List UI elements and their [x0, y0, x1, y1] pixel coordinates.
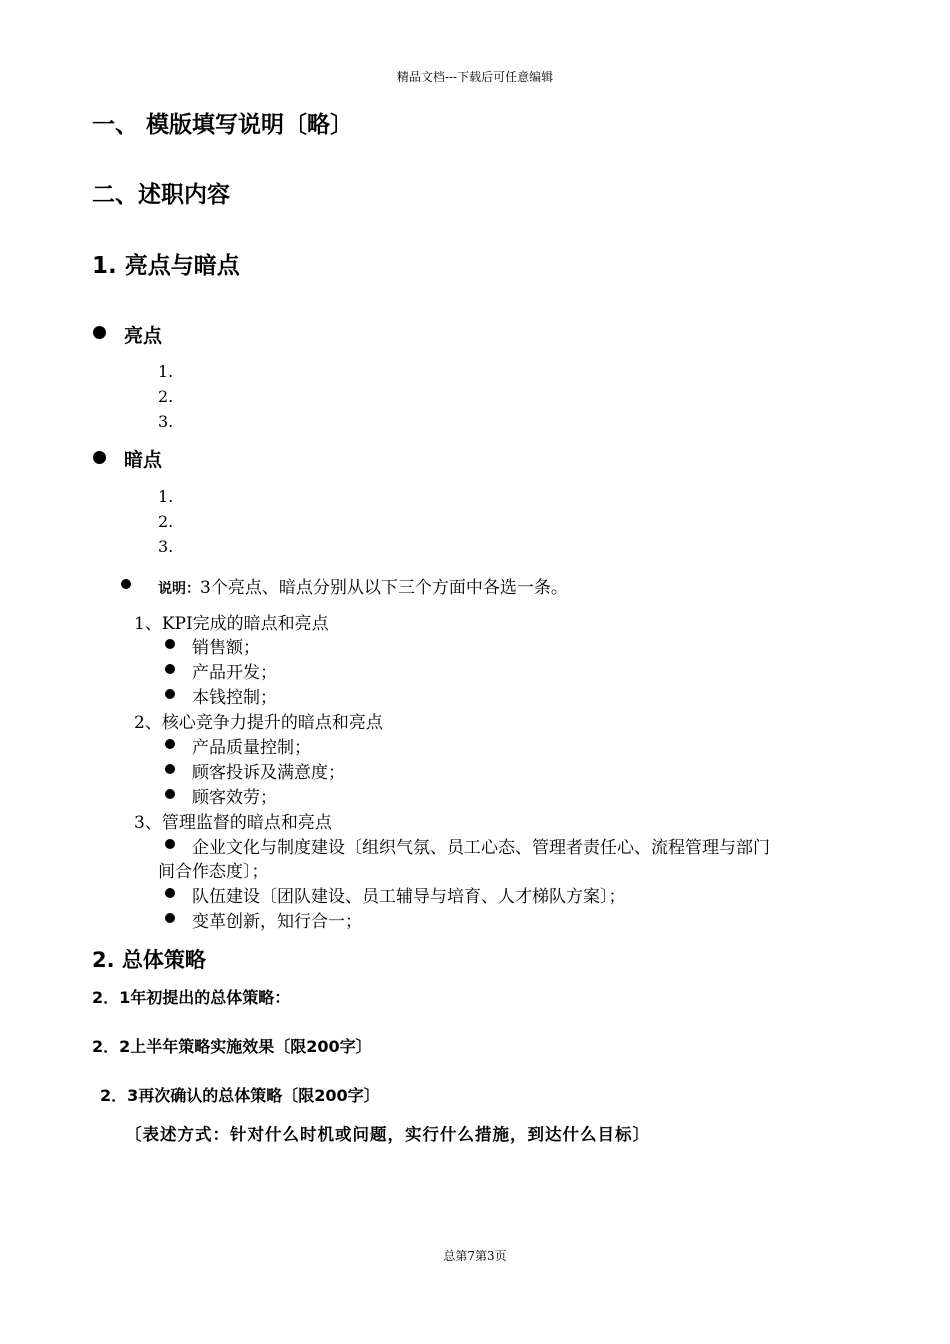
bullet-icon	[93, 326, 106, 339]
note-text: 3个亮点、暗点分别从以下三个方面中各选一条。	[200, 578, 568, 598]
section-template-instructions-heading: 一、 模版填写说明〔略〕	[92, 112, 354, 138]
dark-points-label: 暗点	[124, 449, 163, 471]
list-item-continuation: 间合作态度〕；	[158, 862, 269, 882]
bullet-icon	[165, 664, 175, 674]
bullet-icon	[93, 451, 106, 464]
list-item: 顾客投诉及满意度；	[192, 763, 345, 783]
section-overall-strategy-heading: 2. 总体策略	[92, 948, 206, 972]
list-item: 销售额；	[192, 638, 260, 658]
page-footer: 总第7第3页	[443, 1249, 507, 1263]
list-item: 产品质量控制；	[192, 738, 311, 758]
aspect-title-competitiveness: 2、核心竞争力提升的暗点和亮点	[134, 713, 383, 733]
list-item: 变革创新，知行合一；	[192, 912, 362, 932]
list-item: 3.	[158, 412, 174, 431]
note-line	[158, 573, 568, 598]
aspect-title-kpi: 1、KPI完成的暗点和亮点	[134, 614, 329, 634]
bullet-icon	[165, 639, 175, 649]
list-item: 1.	[158, 487, 174, 506]
section-highlights-lowlights-heading: 1. 亮点与暗点	[92, 253, 240, 279]
section-report-content-heading: 二、述职内容	[92, 182, 230, 208]
list-item: 1.	[158, 362, 174, 381]
list-item: 2.	[158, 512, 174, 531]
bright-points-label: 亮点	[124, 325, 163, 347]
list-item: 企业文化与制度建设〔组织气氛、员工心态、管理者责任心、流程管理与部门	[192, 838, 770, 858]
bullet-icon	[165, 913, 175, 923]
bullet-icon	[165, 789, 175, 799]
bullet-icon	[121, 579, 131, 589]
list-item: 队伍建设〔团队建设、员工辅导与培育、人才梯队方案〕；	[192, 887, 626, 907]
subsection-reconfirmed-strategy: 2．3再次确认的总体策略〔限200字〕	[100, 1086, 380, 1105]
bullet-icon	[165, 739, 175, 749]
bullet-icon	[165, 839, 175, 849]
bullet-icon	[165, 689, 175, 699]
list-item: 本钱控制；	[192, 688, 277, 708]
list-item: 3.	[158, 537, 174, 556]
list-item: 顾客效劳；	[192, 788, 277, 808]
list-item: 产品开发；	[192, 663, 277, 683]
list-item: 2.	[158, 387, 174, 406]
bullet-icon	[165, 764, 175, 774]
bullet-icon	[165, 888, 175, 898]
page-header: 精品文档---下载后可任意编辑	[396, 70, 554, 84]
note-label: 说明：	[158, 581, 200, 597]
subsection-half-year-effect: 2．2上半年策略实施效果〔限200字〕	[92, 1037, 372, 1056]
statement-format-note: 〔表述方式：针对什么时机或问题，实行什么措施，到达什么目标〕	[125, 1125, 650, 1144]
subsection-initial-strategy: 2．1年初提出的总体策略：	[92, 988, 291, 1007]
aspect-title-management: 3、管理监督的暗点和亮点	[134, 813, 332, 833]
